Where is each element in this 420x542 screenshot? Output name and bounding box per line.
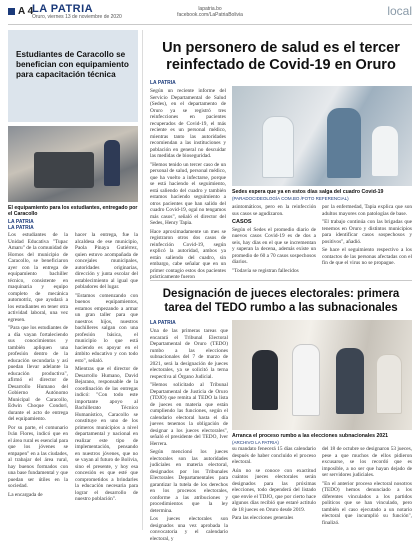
second-story-byline: LA PATRIA — [150, 320, 176, 326]
left-story-headline: Estudiantes de Caracollo se benefician con equipamiento para capacitación técnica — [16, 50, 129, 79]
paragraph: "Hemos solicitado al Tribunal Departamental de Justicia de Oruro (TDJO) que remita al TEDO la lista de jueces en materia que están cumpliendo las funciones, según el calendario electoral hasta el día jueves tenemos la obligación de designar a los jueces electorales", señaló el presidente del TEDO, Iver Herrera. — [150, 382, 228, 447]
left-story-photo — [8, 126, 138, 202]
paragraph: Según mencionó los jueces electorales son las autoridades judiciales en materia electoral, designados por los Tribunales Electorales Departamentales para garantizar la tutela de los derechos en los procesos electorales, conforme a las atribuciones y procedimientos que la ley determina. — [150, 449, 228, 514]
top-story-column-3 — [322, 204, 412, 280]
top-story-photo — [232, 86, 412, 186]
header-divider — [8, 24, 412, 25]
paragraph: Los estudiantes de la Unidad Educativa "Tupac Amaru" de la comunidad de Hornos del municipio de Caracollo, se beneficiaron ayer con la entrega de equipamiento bachiller técnico, consistente en maquinaria y equipo completo de mecánica automotriz, que ayudará a los estudiantes en tener otra actividad laboral, una vez egresen. — [8, 232, 68, 323]
paragraph: Para las elecciones generales — [232, 515, 294, 521]
paragraph: Mientras que el director de Desarrollo Humano, David Bejarano, responsable de la coordinación de las entregas indicó: "Con todo este importante apoyo al Bachillerato Técnico Humanístico, Caracollo se constituye en uno de los primeros municipios a nivel departamental y nacional en realizar este tipo de implementación, pensando en nuestros jóvenes, que no se vayan al futuro de Bolivia, sino el presente, y hoy esa concesión es que esté que comprometidos a brindarles la educación necesaria para lograr el desarrollo de nuestro población". — [75, 366, 138, 502]
second-story-column-2 — [232, 446, 316, 530]
top-story-caption: Sedes espera que ya en estos días salga del cuadro Covid-19 — [232, 189, 384, 195]
paragraph: "Para que los estudiantes de a día vayan fortaleciendo sus conocimientos y también apliquen una profesión dentro de la educación secundaria y así puedan llevar adelante la educación productiva", afirmó el director de Desarrollo Humano del Gobierno Autónomo Municipal de Caracollo, Edwin Choque Condori, durante el acto de entrega del equipamiento. — [8, 325, 68, 422]
paragraph: hacer la entrega, fue la alcaldesa de ese municipio, Paola Pinaya Gutiérrez, quien estuvo acompañada de concejales municipales, autoridades originarias, dirección y junta escolar del establecimiento al igual que pobladores del lugar. — [75, 232, 138, 290]
header-links — [170, 6, 250, 18]
paragraph: Por su parte, el comunario Iván Flores, indicó que en el área rural es esencial para que los jóvenes se empapen" en a las ciudades, al trabajar del área rural, hay buenos formados con una base fundamental y que puedan ser útiles en la sociedad. — [8, 424, 68, 489]
paragraph: Los jueces electorales son designados una vez aprobada la convocatoria y el calendario electoral, y — [150, 516, 228, 542]
paragraph: "En el anterior proceso electoral nosotros (TEDO) hemos denunciado a los diferentes vinculados a los partidos políticos que se han vinculado, pero también el caso ejecutado a un notario electoral que incumplió su función", finalizó. — [322, 480, 412, 526]
paragraph: Según un reciente informe del Servicio Departamental de Salud (Sedes), en el departamento de Oruro ya se registró tres reinfecciones en pacientes recuperados de Covid-19, el más reciente es un personal médico, mientras tanto las autoridades recomiendan a las instituciones y población en general no descuidar las medidas de bioseguridad. — [150, 88, 226, 159]
paragraph: del 18 de octubre se designaron 53 jueces, pese a que muchos de ellos pidieron excusarse, se los recordó que es imposible, a no ser que hayan dejado de ser servidores judiciales. — [322, 446, 412, 478]
paragraph: "Hemos tenido un tercer caso de un personal de salud, personal médico, que ha vuelto a infectarse, porque se está haciendo el seguimiento, está saliendo del cuadro y también estamos haciendo seguimiento a otros pacientes que han salido del cuadro Covid-19, ogal no tengamos más casos", señaló el director del Sedes, Henry Tapia. — [150, 161, 226, 226]
subhead: CASOS — [232, 219, 252, 225]
column-divider — [142, 30, 143, 530]
story-divider — [150, 280, 412, 281]
left-story-caption: El equipamiento para los estudiantes, entregado por el Caracollo — [8, 205, 138, 218]
dateline: Oruro, viernes 13 de noviembre de 2020 — [32, 14, 122, 20]
second-story-column-1 — [150, 328, 228, 542]
left-story-byline: LA PATRIA — [8, 225, 34, 231]
second-story-headline: Designación de jueces electorales: primera tarea del TEDO rumbo a las subnacionales — [162, 288, 400, 314]
page-number: A 4 — [8, 6, 33, 17]
second-story-caption: Arranca el proceso rumbo a las elecciones subnacionales 2021 — [232, 433, 388, 439]
top-story-column-1 — [150, 88, 226, 278]
left-story-credit: LA PATRIA — [8, 219, 34, 225]
section-label: local — [387, 4, 412, 18]
top-story-credit: (PARADOCIDEOLOGÍA COM.BO /FOTO REFERENCIAL) — [232, 196, 349, 201]
paragraph: su mandato fenecerá 15 días calendario después de haber concluido el proceso electoral. — [232, 446, 316, 465]
second-story-column-3 — [322, 446, 412, 530]
web-link[interactable]: lapatria.bo — [198, 6, 222, 12]
paragraph: Aún no se conoce con exactitud cuántos jueces electorales serán designados para las próximas elecciones, todo dependerá del listado que envíe el TDJO, que por cierto hace algunos días recibió que estaré actitulo de 18 jueces en Oruro desde 2019. — [232, 467, 316, 513]
second-story-photo — [232, 320, 412, 430]
second-story-credit: (ARCHIVO LA PATRIA) — [232, 440, 279, 445]
paragraph: por la enfermedad, Tapia explica que son adultos mayores con patologías de base. — [322, 204, 412, 217]
paragraph: asintomáticos, pero en la reinfección sus casos se agudizaron. — [232, 204, 316, 217]
paragraph: "Estamos comenzando con buenos equipamientos, estamos empezando a armar un gran taller para que nuestros hijos, nuestros bachilleres salgan con una profesión básica, el municipio lo que está haciendo es apoyar en el ámbito educativo y con todo esto", señaló. — [75, 292, 138, 364]
paragraph: Según el Sedes el promedio diario de nuevos casos Covid-19 es de dos a seis, hay días en el que se incrementan y superan la decena, además existe un promedio de 60 a 70 casos sospechosos diarios. — [232, 226, 316, 265]
masthead: LA PATRIA — [32, 3, 94, 15]
paragraph: "El trabajo continúa con las brigadas que tenemos en Oruro y distintos municipios para identificar casos sospechosos y positivos", añadió. — [322, 219, 412, 245]
social-link[interactable]: facebook.com/LaPatriaBolivia — [177, 12, 243, 18]
paragraph: Se hace el seguimiento respectivo a los contactos de las personas afectadas con el fin de que el virus no se propague. — [322, 247, 412, 266]
top-story-headline: Un personero de salud es el tercer reinfectado de Covid-19 en Oruro — [162, 40, 400, 73]
top-story-column-2 — [232, 204, 316, 280]
page-marker-icon — [8, 8, 15, 15]
left-story-column-1 — [8, 232, 68, 530]
paragraph: La encargada de — [8, 491, 43, 498]
paragraph: Una de las primeras tareas que encarará el Tribunal Electoral Departamental de Oruro (TEDO) rumbo a las elecciones subnacionales del 7 de marzo de 2021, será la designación de jueces electorales, ya se solicitó la terna respectiva al Órgano Judicial. — [150, 328, 228, 380]
left-story-column-2 — [75, 232, 138, 530]
top-story-byline: LA PATRIA — [150, 80, 176, 86]
paragraph: "Todavía se registran fallecidos — [232, 267, 299, 274]
paragraph: Hace aproximadamente un mes se registraron otros dos casos de reinfección Covid-19, según explicó la autoridad, ambos ya están saliendo del cuadro, sin embargo, cabe señalar que en un primer contagio estos dos pacientes prácticamente fueron — [150, 228, 226, 280]
